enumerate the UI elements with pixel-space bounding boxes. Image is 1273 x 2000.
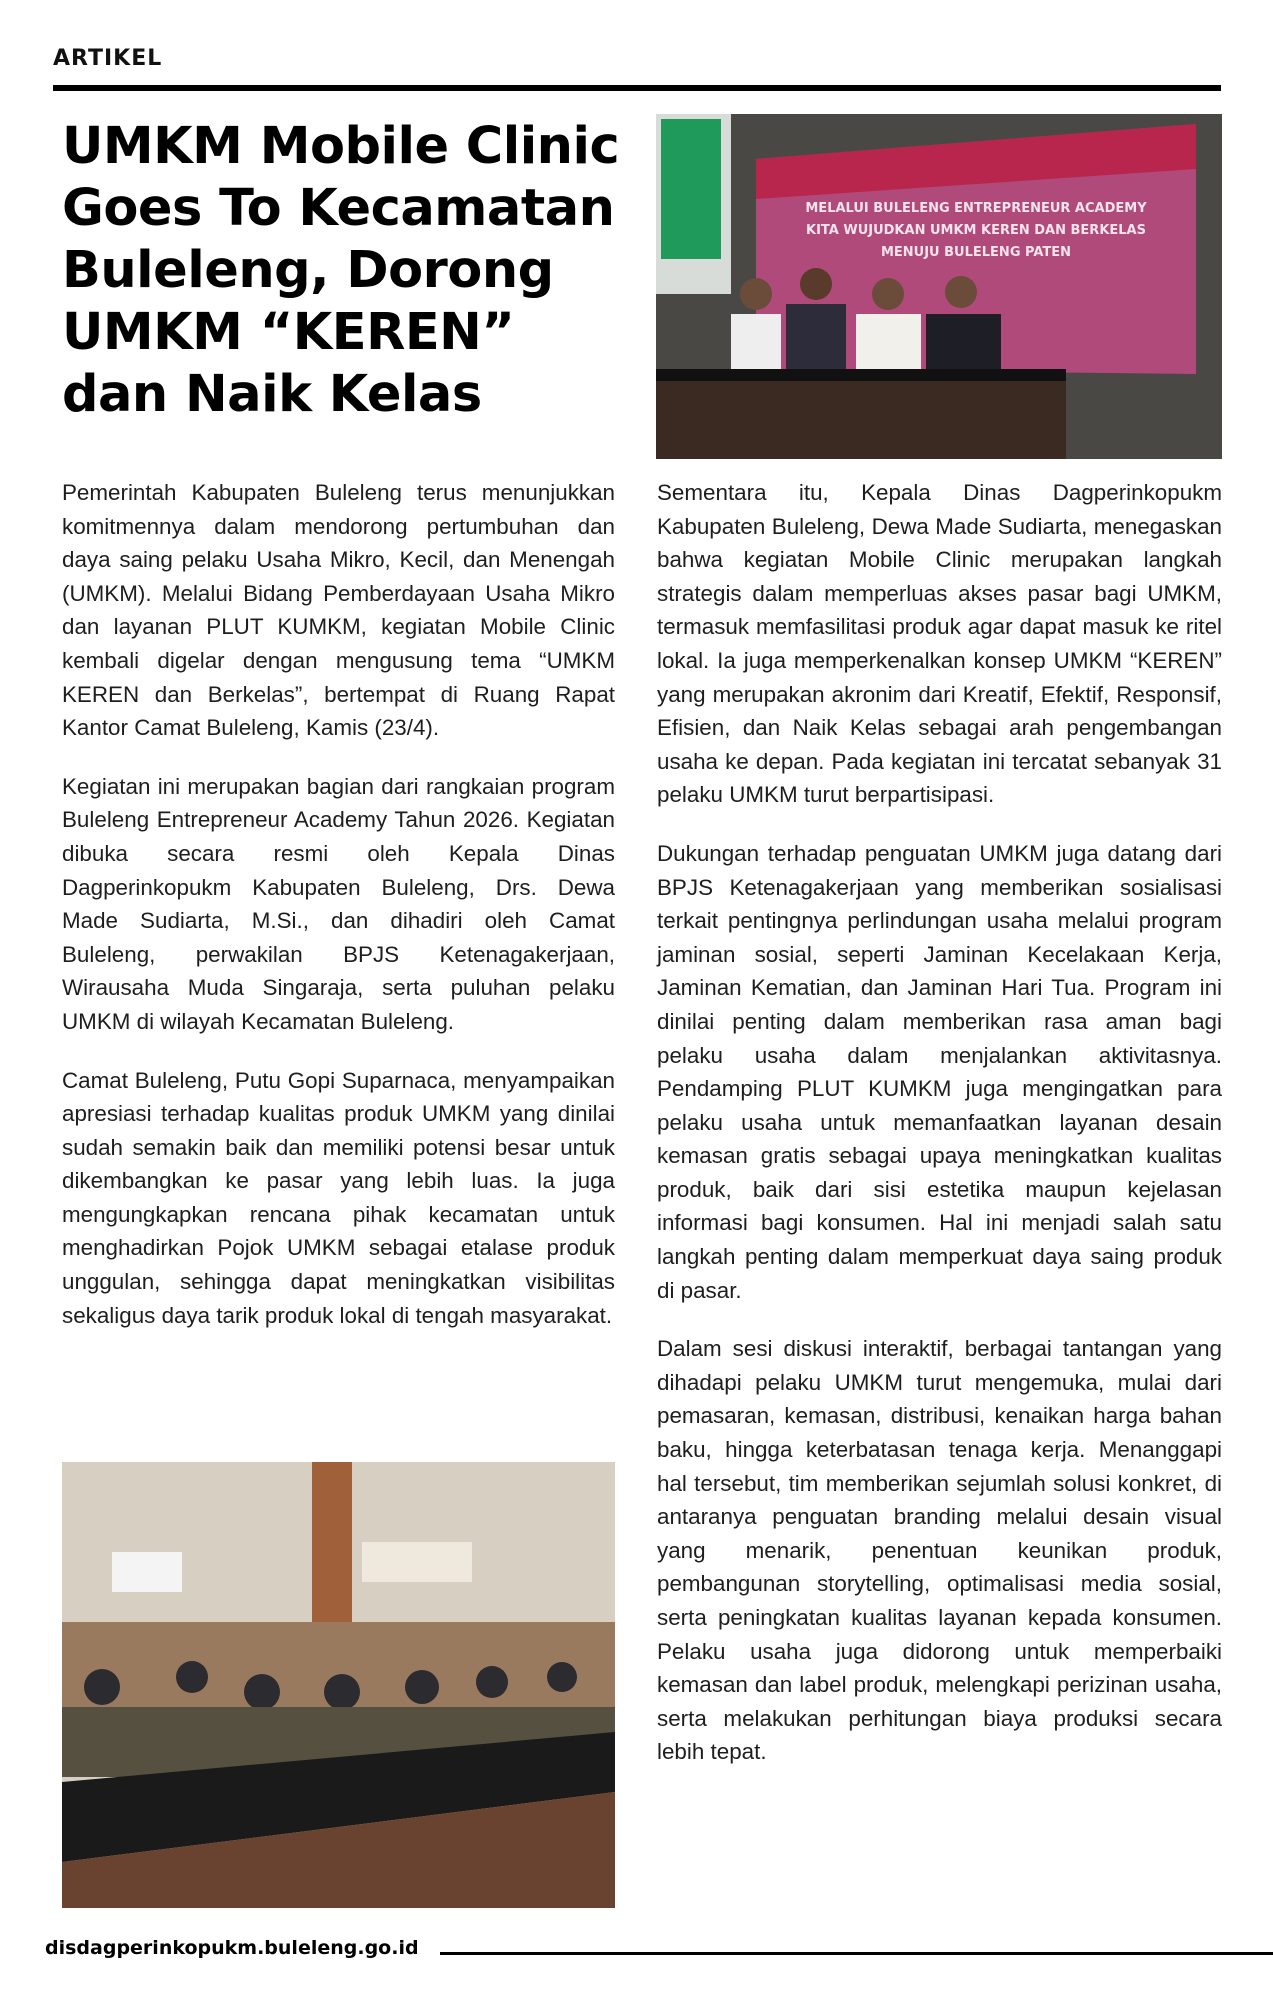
- article-body-left: [62, 476, 615, 1357]
- paragraph: Pemerintah Kabupaten Buleleng terus menunjukkan komitmennya dalam mendorong pertumbuhan dan daya saing pelaku Usaha Mikro, Kecil, dan Menengah (UMKM). Melalui Bidang Pemberdayaan Usaha Mikro dan layanan PLUT KUMKM, kegiatan Mobile Clinic kembali digelar dengan mengusung tema “UMKM KEREN dan Berkelas”, bertempat di Ruang Rapat Kantor Camat Buleleng, Kamis (23/4).: [62, 480, 615, 741]
- paragraph: Camat Buleleng, Putu Gopi Suparnaca, menyampaikan apresiasi terhadap kualitas produk UMKM yang dinilai sudah semakin baik dan memiliki potensi besar untuk dikembangkan ke pasar yang lebih luas. Ia juga mengungkapkan rencana pihak kecamatan untuk menghadirkan Pojok UMKM sebagai etalase produk unggulan, sehingga dapat meningkatkan visibilitas sekaligus daya tarik produk lokal di tengah masyarakat.: [62, 1067, 615, 1328]
- footer-website-link[interactable]: disdagperinkopukm.buleleng.go.id: [45, 1937, 419, 1959]
- panel-discussion-photo: [656, 114, 1222, 459]
- paragraph: Dalam sesi diskusi interaktif, berbagai tantangan yang dihadapi pelaku UMKM turut mengemuka, mulai dari pemasaran, kemasan, distribusi, kenaikan harga bahan baku, hingga keterbatasan tenaga kerja. Menanggapi hal tersebut, tim memberikan sejumlah solusi konkret, di antaranya penguatan branding melalui desain visual yang menarik, penentuan keunikan produk, pembangunan storytelling, optimalisasi media sosial, serta peningkatan kualitas layanan kepada konsumen. Pelaku usaha juga didorong untuk memperbaiki kemasan dan label produk, melengkapi perizinan usaha, serta melakukan perhitungan biaya produksi secara lebih tepat.: [657, 1336, 1222, 1765]
- paragraph: Kegiatan ini merupakan bagian dari rangkaian program Buleleng Entrepreneur Academy Tahun 2026. Kegiatan dibuka secara resmi oleh Kepala Dinas Dagperinkopukm Kabupaten Buleleng, Drs. Dewa Made Sudiarta, M.Si., dan dihadiri oleh Camat Buleleng, perwakilan BPJS Ketenagakerjaan, Wirausaha Muda Singaraja, serta puluhan pelaku UMKM di wilayah Kecamatan Buleleng.: [62, 773, 615, 1034]
- banner-line-1: MELALUI BULELENG ENTREPRENEUR ACADEMY: [805, 201, 1147, 216]
- section-label: ARTIKEL: [53, 46, 163, 71]
- footer-rule: [440, 1952, 1273, 1955]
- paragraph: Sementara itu, Kepala Dinas Dagperinkopukm Kabupaten Buleleng, Dewa Made Sudiarta, menegaskan bahwa kegiatan Mobile Clinic merupakan langkah strategis dalam memperluas akses pasar bagi UMKM, termasuk memfasilitasi produk agar dapat masuk ke ritel lokal. Ia juga memperkenalkan konsep UMKM “KEREN” yang merupakan akronim dari Kreatif, Efektif, Responsif, Efisien, dan Naik Kelas sebagai arah pengembangan usaha ke depan. Pada kegiatan ini tercatat sebanyak 31 pelaku UMKM turut berpartisipasi.: [657, 480, 1222, 808]
- article-title: UMKM Mobile Clinic Goes To Kecamatan Buleleng, Dorong UMKM “KEREN” dan Naik Kelas: [62, 117, 620, 424]
- header-rule: [53, 85, 1221, 91]
- panel-photo-illustration: [656, 114, 1222, 459]
- audience-photo: [62, 1462, 615, 1908]
- banner-line-2: KITA WUJUDKAN UMKM KEREN DAN BERKELAS: [806, 223, 1146, 238]
- paragraph: Dukungan terhadap penguatan UMKM juga datang dari BPJS Ketenagakerjaan yang memberikan sosialisasi terkait pentingnya perlindungan usaha melalui program jaminan sosial, seperti Jaminan Kecelakaan Kerja, Jaminan Kematian, dan Jaminan Hari Tua. Program ini dinilai penting dalam memberikan rasa aman bagi pelaku usaha dalam menjalankan aktivitasnya. Pendamping PLUT KUMKM juga mengingatkan para pelaku usaha untuk memanfaatkan layanan desain kemasan gratis sebagai upaya meningkatkan kualitas produk, baik dari sisi estetika maupun kejelasan informasi bagi konsumen. Hal ini menjadi salah satu langkah penting dalam memperkuat daya saing produk di pasar.: [657, 840, 1222, 1303]
- banner-line-3: MENUJU BULELENG PATEN: [880, 245, 1072, 260]
- article-body-right: [657, 476, 1222, 1794]
- audience-photo-illustration: [62, 1462, 615, 1908]
